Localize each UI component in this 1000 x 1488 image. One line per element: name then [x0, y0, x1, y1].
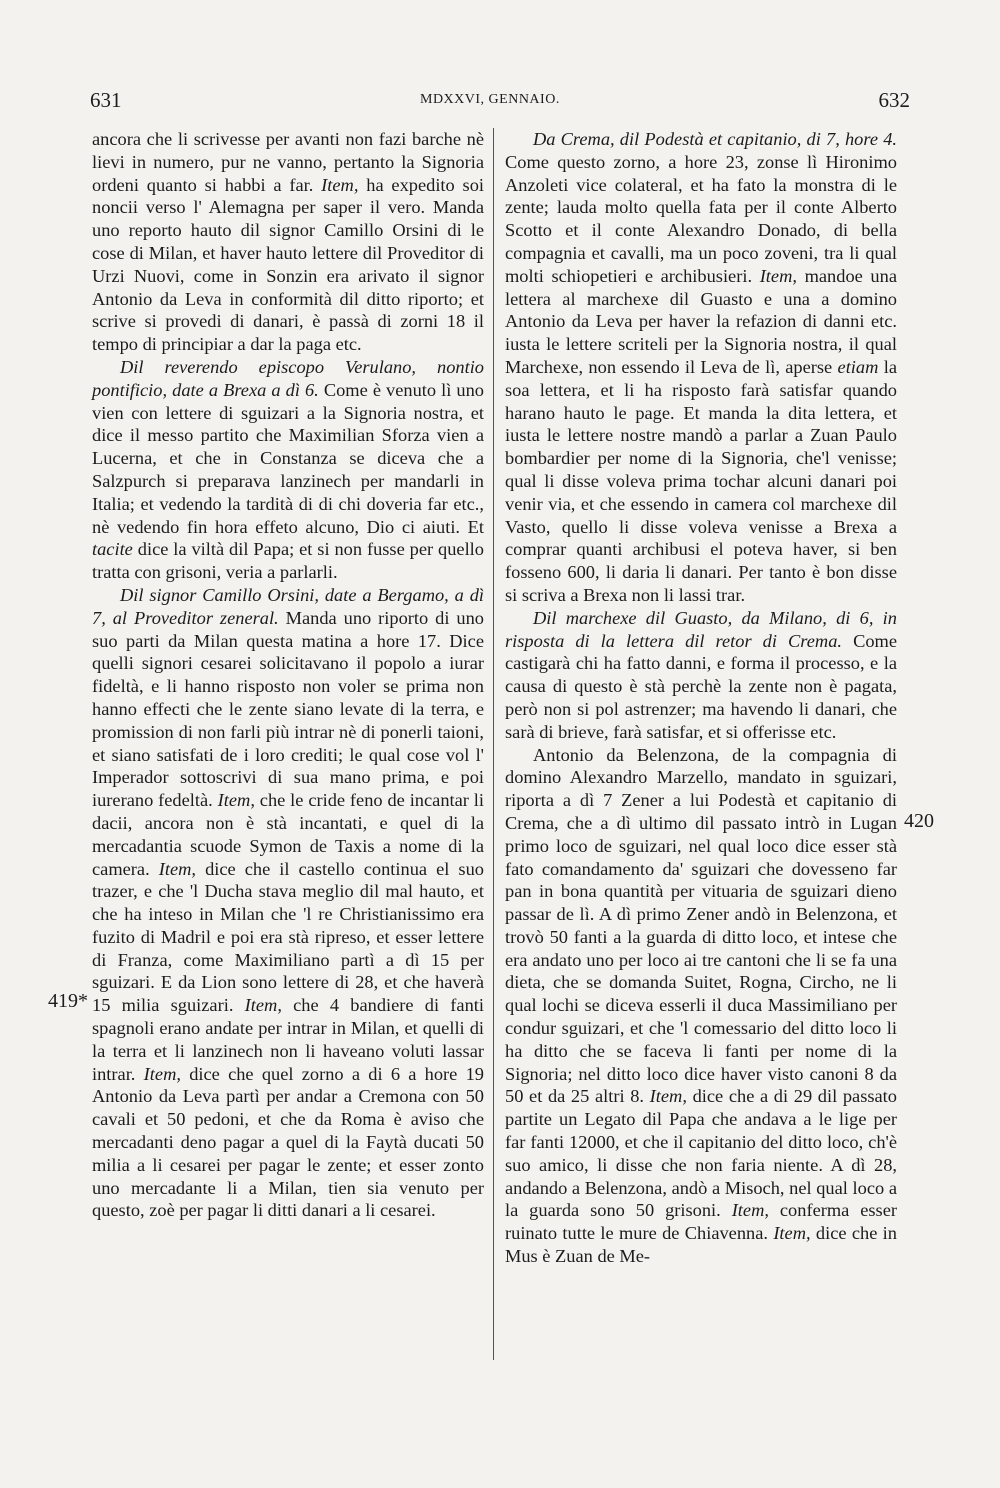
paragraph: Dil signor Camillo Orsini, date a Bergamo, a dì 7, al Proveditor zeneral. Manda uno riporto di uno suo parti da Milan questa matina a hore 17. Dice quelli signori cesarei solicitavano il popolo a iurar fideltà, e li hanno risposto non voler se prima non hanno effecti che le zente siano levate di la terra, e promission di non farli più intrar nè di ponerli taioni, et siano satisfati de i loro crediti; le qual cose vol l' Imperador sottoscrivi di sua mano prima, e poi iurerano fedeltà. Item, che le cride feno de incantar li dacii, ancora non è stà incantati, e quel di la mercadantia scuode Symon de Taxis a nome di la camera. Item, dice che il castello continua el suo trazer, e che 'l Ducha stava meglio dil mal hauto, et che ha inteso in Milan che 'l re Christianissimo era fuzito di Madril e poi era stà ripreso, et esser lettere di Franza, come Maximiliano partì a dì 15 per sguizari. E da Lion sono lettere di 28, et che haverà 15 milia sguizari. Item, che 4 bandiere di fanti spagnoli erano andate per intrar in Milan, et quelli di la terra et li lanzinech non li haveano voluti lassar intrar. Item, dice che quel zorno a di 6 a hore 19 Antonio da Leva partì per andar a Cremona con 50 cavali et 50 pedoni, et che da Roma è aviso che mercadanti deno pagar a quel di la Faytà ducati 50 milia a li cesarei per pagar le zente; et esser zonto uno mercadante li a Milan, tien sia venuto per questo, zoè per pagar li ditti danari a li cesarei. [92, 584, 484, 1221]
column-divider [493, 128, 494, 1360]
page-header [90, 88, 910, 118]
letter-heading: Dil marchexe dil Guasto, da Milano, di 6, in risposta di la lettera dil retor di Crema. [505, 607, 897, 651]
letter-heading: Da Crema, dil Podestà et capitanio, di 7, hore 4. [533, 129, 897, 149]
page-number-left: 631 [90, 88, 122, 112]
letter-heading: Dil signor Camillo Orsini, date a Bergamo, a dì 7, al Proveditor zeneral. [92, 584, 484, 628]
paragraph: Da Crema, dil Podestà et capitanio, di 7, hore 4. Come questo zorno, a hore 23, zonse lì Hironimo Anzoleti vice colateral, et ha fato la monstra di le zente; lauda molto quella fata per il conte Alberto Scotto et il conte Alexandro Donado, di bella compagnia et cavalli, ma un poco zoveni, tra li qual molti schiopetieri e archibusieri. Item, mandoe una lettera al marchexe dil Guasto e una a domino Antonio da Leva per haver la refazion di danni etc. iusta le lettere scriteli per la Signoria nostra, il qual Marchexe, non essendo il Leva de lì, aperse etiam la soa lettera, et li ha risposto farà satisfar quando harano hauto le page. Et manda la dita lettera, et iusta le lettere nostre mandò a parlar a Zuan Paulo bombardier per nome di la Signoria, che'l venisse; qual li disse voleva prima tochar alcuni danari poi venir via, et che essendo in camera col marchexe dil Vasto, quello li disse voleva venisse a Brexa a comprar quanti archibusi el poteva haver, si ben fosseno 600, li daria li danari. Per tanto è bon disse si scriva a Brexa non li lassi trar. [505, 129, 897, 605]
paragraph: Dil marchexe dil Guasto, da Milano, di 6, in risposta di la lettera dil retor di Crema. Come castigarà chi ha fatto danni, e forma il processo, e la causa di questo è stà perchè la zente non è pagata, però non si pol astrenzer; ma havendo li danari, che sarà di brieve, farà satisfar, et si offerisse etc. [505, 607, 897, 742]
margin-note-right: 420 [904, 810, 934, 832]
left-column [92, 128, 484, 1222]
right-column [505, 128, 897, 1268]
running-title: MDXXVI, GENNAIO. [420, 92, 560, 107]
paragraph: Antonio da Belenzona, de la compagnia di domino Alexandro Marzello, mandato in sguizari, riporta a dì 7 Zener a lui Podestà et capitanio di Crema, che a dì ultimo dil passato intrò in Lugan primo loco de sguizari, nel qual loco dice esser stà fato comandamento da' sguizari che dovesseno far pan in bona quantità per vituaria de sguizari dieno passar de lì. A dì primo Zener andò in Belenzona, et trovò 50 fanti a la guarda di ditto loco, et intese che era andato uno per loco ai tre cantoni che li se fa una dieta, che se domanda Suitet, Rogna, Circho, ne li qual lochi se diceva esserli il duca Massimiliano per condur sguizari, et che 'l comessario del ditto loco li ha ditto che se faceva li fanti per nome di la Signoria; nel ditto loco dice haver visto canoni 8 da 50 et da 25 altri 8. Item, dice che a di 29 dil passato partite un Legato dil Papa che andava a le lige per far fanti 12000, et che il capitanio del ditto loco, ch'è suo amico, li disse che non faria niente. A dì 28, andando a Belenzona, andò a Misoch, nel qual loco a la guarda sono 50 grisoni. Item, conferma esser ruinato tutte le mure de Chiavenna. Item, dice che in Mus è Zuan de Me- [505, 744, 897, 1267]
page-number-right: 632 [878, 88, 910, 112]
paragraph: ancora che li scrivesse per avanti non fazi barche nè lievi in numero, pur ne vanno, pertanto la Signoria ordeni quanto si habbi a far. Item, ha expedito soi noncii verso l' Alemagna per saper il vero. Manda uno reporto hauto dil signor Camillo Orsini di le cose di Milan, et haver hauto lettere dil Proveditor di Urzi Nuovi, come in Sonzin era arivato il signor Antonio da Leva in conformità dil ditto riporto; et scrive si provedi di danari, è passà di zorni 18 il tempo di principiar a dar la paga etc. [92, 129, 485, 355]
letter-heading: Dil reverendo episcopo Verulano, nontio pontificio, date a Brexa a dì 6. [92, 356, 484, 400]
paragraph: Dil reverendo episcopo Verulano, nontio pontificio, date a Brexa a dì 6. Come è venuto lì uno vien con lettere di sguizari a la Signoria nostra, et dice il messo partito che Maximilian Sforza vien a Lucerna, et che in Constanza se diceva che a Salzpurch si preparava lanzinech per mandarli in Italia; et vedendo la tardità di di chi doveria far etc., nè vedendo fin hora effeto alcuno, Dio ci aiuti. Et tacite dice la viltà dil Papa; et si non fusse per quello tratta con grisoni, veria a parlarli. [92, 356, 484, 583]
margin-note-left: 419* [48, 990, 88, 1012]
